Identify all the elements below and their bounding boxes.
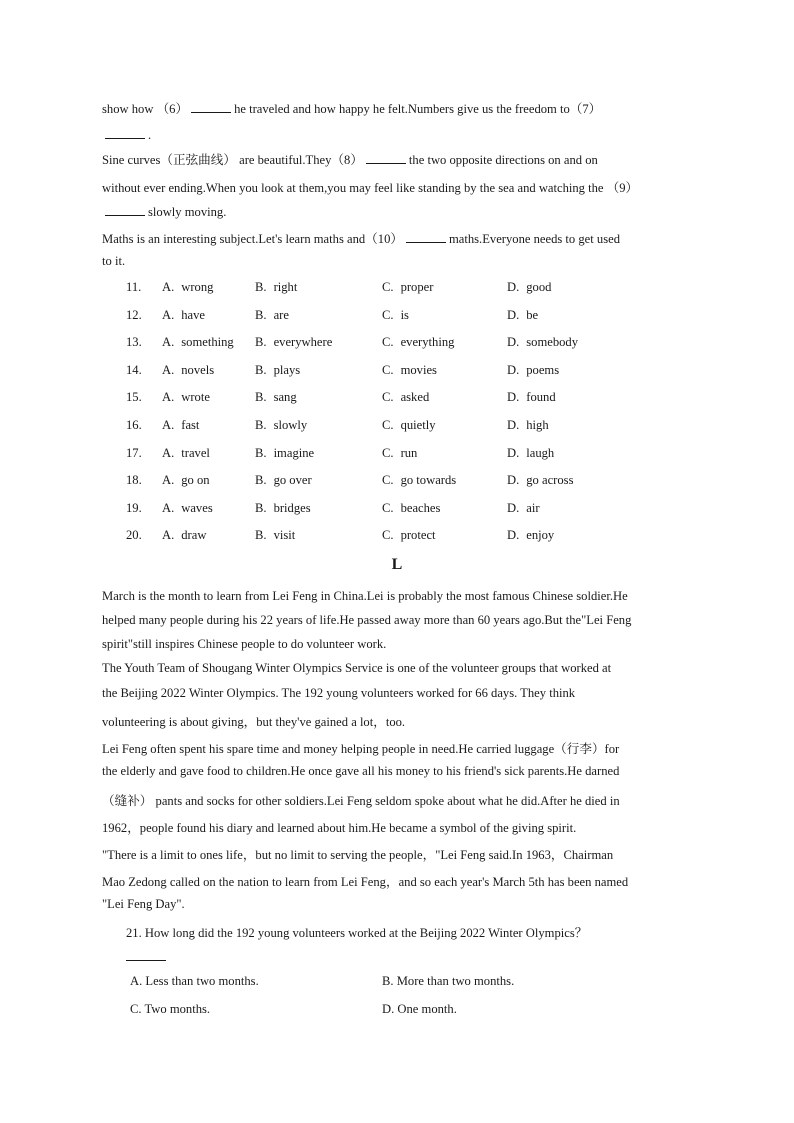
passage-line: The Youth Team of Shougang Winter Olympics Service is one of the volunteer groups that worked at <box>102 661 612 675</box>
option-letter: B. <box>255 335 267 350</box>
passage-line: "Lei Feng Day". <box>102 897 185 911</box>
option-c[interactable] <box>382 390 429 405</box>
option-letter: C. <box>382 390 394 405</box>
option-letter: B. <box>255 473 267 488</box>
question-row <box>0 446 794 466</box>
option-text: wrong <box>181 280 214 294</box>
answer-blank <box>105 126 145 139</box>
option-b[interactable] <box>255 528 295 543</box>
option-b[interactable] <box>255 446 314 461</box>
passage-text: . <box>148 128 152 142</box>
option-a[interactable] <box>162 308 205 323</box>
passage-line: March is the month to learn from Lei Feng in China.Lei is probably the most famous Chinese soldier.He <box>102 589 628 603</box>
option-letter: A. <box>162 390 175 405</box>
option-text: right <box>273 280 298 294</box>
option-text: go on <box>181 473 210 488</box>
option-b[interactable] <box>255 280 297 295</box>
answer-blank <box>366 151 406 164</box>
question-row <box>0 335 794 355</box>
option-b[interactable]: B. More than two months. <box>382 974 515 988</box>
option-letter: C. <box>382 473 394 488</box>
answer-blank-line <box>126 948 166 961</box>
question-number: 13. <box>126 335 142 350</box>
option-a[interactable] <box>162 446 210 461</box>
option-d[interactable] <box>507 473 573 488</box>
passage-text: without ever ending.When you look at them,you may feel like standing by the sea and watching the （9） <box>102 181 639 195</box>
option-letter: D. <box>507 500 520 515</box>
passage-text: he traveled and how happy he felt.Numbers give us the freedom to（7） <box>234 102 602 116</box>
option-a[interactable] <box>162 390 210 405</box>
option-c[interactable] <box>382 501 440 516</box>
option-letter: C. <box>382 280 394 294</box>
option-text: everything <box>400 335 455 350</box>
option-letter: B. <box>255 418 267 432</box>
option-text: are <box>273 307 289 322</box>
option-text: be <box>526 307 539 322</box>
answer-blank <box>105 203 145 216</box>
answer-blank <box>126 948 166 965</box>
option-d[interactable]: D. One month. <box>382 1002 457 1016</box>
question-number: 12. <box>126 307 142 322</box>
question-row <box>0 473 794 493</box>
option-b[interactable] <box>255 363 300 378</box>
option-letter: A. <box>162 445 175 460</box>
passage-line <box>102 254 125 269</box>
passage-line <box>102 98 601 117</box>
passage-line: （缝补） pants and socks for other soldiers.Lei Feng seldom spoke about what he did.After he died in <box>102 794 620 808</box>
question-number: 11. <box>126 280 142 294</box>
option-letter: B. <box>255 500 267 515</box>
option-a[interactable] <box>162 335 234 350</box>
option-c[interactable] <box>382 528 436 543</box>
option-letter: A. <box>162 418 175 432</box>
question-row <box>0 280 794 300</box>
option-a[interactable] <box>162 363 214 378</box>
option-c[interactable] <box>382 280 433 295</box>
option-text: draw <box>181 528 207 543</box>
passage-text: to it. <box>102 254 126 268</box>
option-letter: A. <box>162 473 175 488</box>
option-letter: D. <box>507 390 520 405</box>
question-row <box>0 418 794 438</box>
option-text: bridges <box>273 500 311 515</box>
option-a[interactable] <box>162 473 210 488</box>
option-letter: A. <box>162 307 175 322</box>
option-letter: C. <box>382 418 394 432</box>
option-letter: B. <box>255 445 267 460</box>
passage-line <box>102 203 226 220</box>
option-letter: B. <box>255 528 267 543</box>
passage-line <box>102 149 598 168</box>
option-text: asked <box>400 390 430 405</box>
option-text: something <box>181 335 234 350</box>
question-number: 17. <box>126 445 142 460</box>
option-letter: B. <box>255 307 267 322</box>
passage-line: the elderly and gave food to children.He once gave all his money to his friend's sick parents.He darned <box>102 764 620 778</box>
question-row <box>0 501 794 521</box>
question-row <box>0 308 794 328</box>
option-text: air <box>526 500 540 515</box>
section-title: L <box>391 556 403 573</box>
option-text: beaches <box>400 500 441 515</box>
option-letter: A. <box>162 280 175 294</box>
option-text: protect <box>400 528 436 543</box>
question-row <box>0 528 794 548</box>
option-letter: C. <box>382 335 394 350</box>
option-a[interactable] <box>162 501 213 516</box>
option-letter: D. <box>507 335 520 350</box>
option-letter: A. <box>162 335 175 350</box>
option-text: imagine <box>273 445 315 460</box>
option-text: waves <box>181 500 213 515</box>
option-b[interactable] <box>255 390 297 405</box>
question-number: 14. <box>126 362 142 377</box>
passage-line: the Beijing 2022 Winter Olympics. The 192 young volunteers worked for 66 days. They think <box>102 686 576 700</box>
passage-line: Mao Zedong called on the nation to learn from Lei Feng，and so each year's March 5th has been named <box>102 875 629 889</box>
option-text: quietly <box>400 418 436 432</box>
option-text: visit <box>273 528 296 543</box>
option-text: slowly <box>273 418 308 432</box>
option-d[interactable] <box>507 446 554 461</box>
option-text: go towards <box>400 473 457 488</box>
option-letter: B. <box>255 390 267 405</box>
option-text: go over <box>273 473 312 488</box>
option-text: movies <box>400 362 437 377</box>
option-text: fast <box>181 418 200 432</box>
question-number: 15. <box>126 390 142 405</box>
option-text: travel <box>181 445 210 460</box>
option-letter: D. <box>507 473 520 488</box>
option-d[interactable] <box>507 528 554 543</box>
question-row <box>0 390 794 410</box>
passage-text: show how （6） <box>102 102 189 116</box>
passage-line: Lei Feng often spent his spare time and money helping people in need.He carried luggage（行李）for <box>102 742 620 756</box>
option-text: good <box>526 280 552 294</box>
option-c[interactable]: C. Two months. <box>130 1002 211 1016</box>
option-b[interactable] <box>255 335 332 350</box>
option-letter: A. <box>162 362 175 377</box>
option-text: everywhere <box>273 335 333 350</box>
option-c[interactable] <box>382 308 409 323</box>
option-c[interactable] <box>382 418 436 433</box>
passage-line: spirit"still inspires Chinese people to do volunteer work. <box>102 637 387 651</box>
option-d[interactable] <box>507 363 559 378</box>
question-row <box>0 363 794 383</box>
option-letter: C. <box>382 307 394 322</box>
option-c[interactable] <box>382 335 454 350</box>
option-text: have <box>181 307 206 322</box>
option-d[interactable] <box>507 280 551 295</box>
passage-text: slowly moving. <box>148 205 227 219</box>
option-a[interactable]: A. Less than two months. <box>130 974 259 988</box>
option-text: enjoy <box>526 528 555 543</box>
option-d[interactable] <box>507 418 549 433</box>
option-text: plays <box>273 362 301 377</box>
option-text: high <box>526 418 549 432</box>
option-letter: A. <box>162 500 175 515</box>
option-c[interactable] <box>382 446 417 461</box>
option-letter: D. <box>507 362 520 377</box>
option-letter: B. <box>255 280 267 294</box>
option-b[interactable] <box>255 418 307 433</box>
option-b[interactable] <box>255 473 312 488</box>
answer-blank <box>406 230 446 243</box>
passage-line: "There is a limit to ones life，but no limit to serving the people，"Lei Feng said.In 1963，Chairman <box>102 848 614 862</box>
option-d[interactable] <box>507 308 538 323</box>
option-letter: D. <box>507 280 520 294</box>
option-text: run <box>400 445 418 460</box>
question-number: 20. <box>126 528 142 543</box>
question-number: 19. <box>126 500 142 515</box>
passage-line <box>102 126 151 143</box>
option-letter: B. <box>255 362 267 377</box>
option-letter: C. <box>382 528 394 543</box>
option-text: somebody <box>526 335 579 350</box>
option-letter: D. <box>507 528 520 543</box>
option-c[interactable] <box>382 473 456 488</box>
option-letter: C. <box>382 500 394 515</box>
passage-text: Sine curves（正弦曲线） are beautiful.They（8） <box>102 153 363 167</box>
passage-line <box>102 177 638 196</box>
option-letter: D. <box>507 445 520 460</box>
passage-text: the two opposite directions on and on <box>408 153 598 167</box>
option-d[interactable] <box>507 335 578 350</box>
option-d[interactable] <box>507 390 556 405</box>
option-a[interactable] <box>162 528 206 543</box>
option-d[interactable] <box>507 501 540 516</box>
option-text: is <box>400 307 409 322</box>
passage-line <box>102 228 620 247</box>
question-21-stem: 21. How long did the 192 young volunteers worked at the Beijing 2022 Winter Olympics？ <box>126 926 588 940</box>
option-b[interactable] <box>255 308 289 323</box>
option-letter: D. <box>507 418 520 432</box>
option-a[interactable] <box>162 280 213 295</box>
option-text: wrote <box>181 390 210 405</box>
passage-text: Maths is an interesting subject.Let's learn maths and（10） <box>102 232 403 246</box>
answer-blank <box>191 100 231 113</box>
option-b[interactable] <box>255 501 311 516</box>
option-c[interactable] <box>382 363 437 378</box>
option-letter: C. <box>382 445 394 460</box>
option-text: found <box>526 390 556 405</box>
option-text: laugh <box>526 445 555 460</box>
option-letter: D. <box>507 307 520 322</box>
option-text: novels <box>181 362 215 377</box>
option-letter: C. <box>382 362 394 377</box>
option-text: sang <box>273 390 297 405</box>
option-letter: A. <box>162 528 175 543</box>
question-number: 16. <box>126 418 142 432</box>
passage-line: 1962，people found his diary and learned about him.He became a symbol of the giving spirit. <box>102 821 577 835</box>
option-text: poems <box>526 362 560 377</box>
option-text: proper <box>400 280 434 294</box>
passage-line: helped many people during his 22 years of life.He passed away more than 60 years ago.But the"Lei Feng <box>102 613 632 627</box>
option-a[interactable] <box>162 418 199 433</box>
passage-line: volunteering is about giving，but they've gained a lot，too. <box>102 715 406 729</box>
passage-text: maths.Everyone needs to get used <box>448 232 620 246</box>
option-text: go across <box>526 473 574 488</box>
question-number: 18. <box>126 473 142 488</box>
